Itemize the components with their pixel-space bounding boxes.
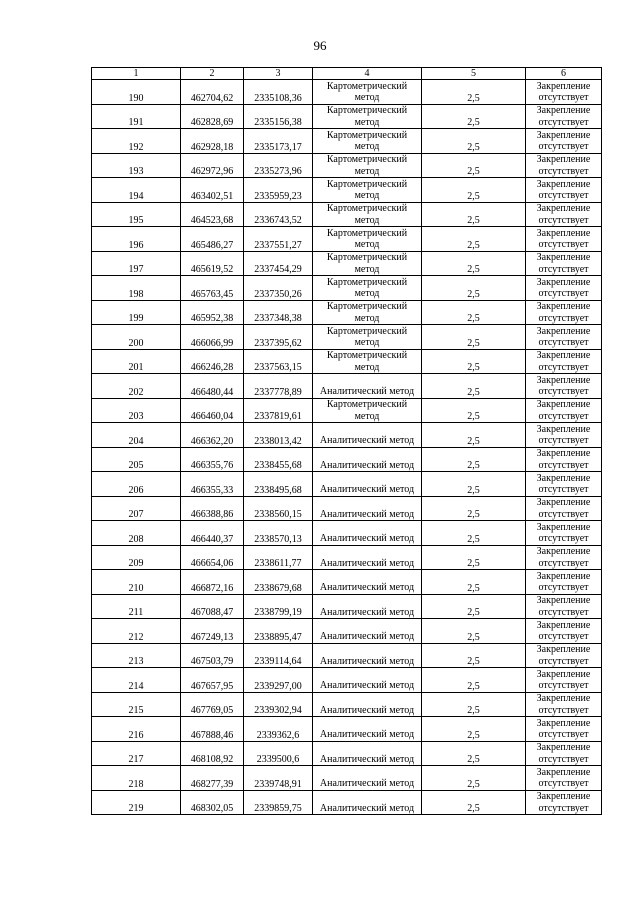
table-row bbox=[92, 766, 602, 791]
cell-fixation: Закрепление отсутствует bbox=[526, 325, 602, 350]
table-row bbox=[92, 594, 602, 619]
cell-x-coordinate: 466246,28 bbox=[181, 349, 244, 374]
table-row bbox=[92, 251, 602, 276]
cell-accuracy: 2,5 bbox=[422, 619, 526, 644]
cell-x-coordinate: 462828,69 bbox=[181, 104, 244, 129]
cell-fixation: Закрепление отсутствует bbox=[526, 104, 602, 129]
cell-x-coordinate: 466066,99 bbox=[181, 325, 244, 350]
cell-point-number: 214 bbox=[92, 668, 181, 693]
table-row bbox=[92, 325, 602, 350]
cell-x-coordinate: 462972,96 bbox=[181, 153, 244, 178]
cell-accuracy: 2,5 bbox=[422, 496, 526, 521]
cell-point-number: 217 bbox=[92, 741, 181, 766]
cell-accuracy: 2,5 bbox=[422, 692, 526, 717]
cell-fixation: Закрепление отсутствует bbox=[526, 496, 602, 521]
column-header: 4 bbox=[313, 68, 422, 80]
cell-method: Аналитический метод bbox=[313, 668, 422, 693]
cell-point-number: 191 bbox=[92, 104, 181, 129]
cell-y-coordinate: 2335273,96 bbox=[244, 153, 313, 178]
cell-point-number: 199 bbox=[92, 300, 181, 325]
cell-y-coordinate: 2338560,15 bbox=[244, 496, 313, 521]
cell-x-coordinate: 467503,79 bbox=[181, 643, 244, 668]
cell-x-coordinate: 465619,52 bbox=[181, 251, 244, 276]
cell-accuracy: 2,5 bbox=[422, 570, 526, 595]
cell-accuracy: 2,5 bbox=[422, 668, 526, 693]
cell-method: Аналитический метод bbox=[313, 619, 422, 644]
cell-y-coordinate: 2339297,00 bbox=[244, 668, 313, 693]
cell-y-coordinate: 2337563,15 bbox=[244, 349, 313, 374]
cell-method: Картометрический метод bbox=[313, 202, 422, 227]
cell-point-number: 204 bbox=[92, 423, 181, 448]
cell-x-coordinate: 466440,37 bbox=[181, 521, 244, 546]
cell-x-coordinate: 468302,05 bbox=[181, 790, 244, 815]
cell-fixation: Закрепление отсутствует bbox=[526, 251, 602, 276]
cell-method: Картометрический метод bbox=[313, 276, 422, 301]
cell-accuracy: 2,5 bbox=[422, 717, 526, 742]
column-header: 3 bbox=[244, 68, 313, 80]
cell-x-coordinate: 468277,39 bbox=[181, 766, 244, 791]
cell-fixation: Закрепление отсутствует bbox=[526, 276, 602, 301]
cell-x-coordinate: 467769,05 bbox=[181, 692, 244, 717]
table-row bbox=[92, 104, 602, 129]
cell-method: Аналитический метод bbox=[313, 472, 422, 497]
cell-point-number: 208 bbox=[92, 521, 181, 546]
cell-x-coordinate: 466872,16 bbox=[181, 570, 244, 595]
cell-fixation: Закрепление отсутствует bbox=[526, 349, 602, 374]
table-row bbox=[92, 129, 602, 154]
cell-y-coordinate: 2337551,27 bbox=[244, 227, 313, 252]
cell-method: Картометрический метод bbox=[313, 153, 422, 178]
cell-accuracy: 2,5 bbox=[422, 643, 526, 668]
coordinates-table bbox=[91, 67, 602, 815]
cell-x-coordinate: 467888,46 bbox=[181, 717, 244, 742]
column-header: 1 bbox=[92, 68, 181, 80]
cell-fixation: Закрепление отсутствует bbox=[526, 570, 602, 595]
cell-accuracy: 2,5 bbox=[422, 202, 526, 227]
cell-y-coordinate: 2339500,6 bbox=[244, 741, 313, 766]
cell-point-number: 201 bbox=[92, 349, 181, 374]
cell-x-coordinate: 465952,38 bbox=[181, 300, 244, 325]
cell-accuracy: 2,5 bbox=[422, 741, 526, 766]
column-header: 5 bbox=[422, 68, 526, 80]
cell-method: Аналитический метод bbox=[313, 643, 422, 668]
table-row bbox=[92, 153, 602, 178]
table-row bbox=[92, 619, 602, 644]
cell-fixation: Закрепление отсутствует bbox=[526, 129, 602, 154]
table-row bbox=[92, 496, 602, 521]
cell-x-coordinate: 468108,92 bbox=[181, 741, 244, 766]
page-number: 96 bbox=[313, 38, 327, 53]
cell-point-number: 215 bbox=[92, 692, 181, 717]
table-row bbox=[92, 643, 602, 668]
cell-accuracy: 2,5 bbox=[422, 545, 526, 570]
cell-fixation: Закрепление отсутствует bbox=[526, 178, 602, 203]
cell-y-coordinate: 2336743,52 bbox=[244, 202, 313, 227]
table-row bbox=[92, 741, 602, 766]
cell-fixation: Закрепление отсутствует bbox=[526, 692, 602, 717]
cell-point-number: 196 bbox=[92, 227, 181, 252]
cell-method: Картометрический метод bbox=[313, 227, 422, 252]
cell-fixation: Закрепление отсутствует bbox=[526, 717, 602, 742]
cell-x-coordinate: 466362,20 bbox=[181, 423, 244, 448]
cell-accuracy: 2,5 bbox=[422, 447, 526, 472]
cell-point-number: 206 bbox=[92, 472, 181, 497]
cell-x-coordinate: 466654,06 bbox=[181, 545, 244, 570]
cell-method: Аналитический метод bbox=[313, 374, 422, 399]
cell-y-coordinate: 2338570,13 bbox=[244, 521, 313, 546]
cell-method: Аналитический метод bbox=[313, 692, 422, 717]
cell-point-number: 192 bbox=[92, 129, 181, 154]
cell-accuracy: 2,5 bbox=[422, 227, 526, 252]
table-row bbox=[92, 692, 602, 717]
column-header: 2 bbox=[181, 68, 244, 80]
cell-point-number: 198 bbox=[92, 276, 181, 301]
cell-point-number: 212 bbox=[92, 619, 181, 644]
table-row bbox=[92, 447, 602, 472]
cell-x-coordinate: 467088,47 bbox=[181, 594, 244, 619]
cell-point-number: 194 bbox=[92, 178, 181, 203]
table-header-row bbox=[92, 68, 602, 80]
cell-accuracy: 2,5 bbox=[422, 594, 526, 619]
cell-method: Аналитический метод bbox=[313, 545, 422, 570]
cell-method: Аналитический метод bbox=[313, 717, 422, 742]
table-row bbox=[92, 349, 602, 374]
cell-x-coordinate: 467657,95 bbox=[181, 668, 244, 693]
cell-y-coordinate: 2338495,68 bbox=[244, 472, 313, 497]
cell-method: Картометрический метод bbox=[313, 325, 422, 350]
cell-method: Аналитический метод bbox=[313, 447, 422, 472]
cell-fixation: Закрепление отсутствует bbox=[526, 643, 602, 668]
cell-method: Аналитический метод bbox=[313, 570, 422, 595]
table-row bbox=[92, 570, 602, 595]
cell-fixation: Закрепление отсутствует bbox=[526, 423, 602, 448]
cell-method: Аналитический метод bbox=[313, 594, 422, 619]
cell-point-number: 213 bbox=[92, 643, 181, 668]
cell-fixation: Закрепление отсутствует bbox=[526, 447, 602, 472]
cell-point-number: 216 bbox=[92, 717, 181, 742]
cell-x-coordinate: 466460,04 bbox=[181, 398, 244, 423]
cell-point-number: 211 bbox=[92, 594, 181, 619]
cell-fixation: Закрепление отсутствует bbox=[526, 668, 602, 693]
cell-fixation: Закрепление отсутствует bbox=[526, 202, 602, 227]
cell-method: Аналитический метод bbox=[313, 790, 422, 815]
cell-method: Картометрический метод bbox=[313, 300, 422, 325]
cell-fixation: Закрепление отсутствует bbox=[526, 374, 602, 399]
table-row bbox=[92, 521, 602, 546]
cell-x-coordinate: 463402,51 bbox=[181, 178, 244, 203]
cell-point-number: 197 bbox=[92, 251, 181, 276]
cell-accuracy: 2,5 bbox=[422, 423, 526, 448]
cell-accuracy: 2,5 bbox=[422, 374, 526, 399]
cell-accuracy: 2,5 bbox=[422, 398, 526, 423]
cell-fixation: Закрепление отсутствует bbox=[526, 619, 602, 644]
cell-accuracy: 2,5 bbox=[422, 349, 526, 374]
cell-accuracy: 2,5 bbox=[422, 104, 526, 129]
cell-method: Аналитический метод bbox=[313, 521, 422, 546]
cell-y-coordinate: 2338611,77 bbox=[244, 545, 313, 570]
cell-accuracy: 2,5 bbox=[422, 80, 526, 105]
cell-x-coordinate: 466388,86 bbox=[181, 496, 244, 521]
cell-y-coordinate: 2338455,68 bbox=[244, 447, 313, 472]
cell-x-coordinate: 465486,27 bbox=[181, 227, 244, 252]
cell-method: Картометрический метод bbox=[313, 104, 422, 129]
cell-method: Картометрический метод bbox=[313, 251, 422, 276]
table-row bbox=[92, 374, 602, 399]
cell-fixation: Закрепление отсутствует bbox=[526, 472, 602, 497]
table-row bbox=[92, 472, 602, 497]
cell-point-number: 207 bbox=[92, 496, 181, 521]
cell-y-coordinate: 2339362,6 bbox=[244, 717, 313, 742]
cell-accuracy: 2,5 bbox=[422, 251, 526, 276]
table-row bbox=[92, 668, 602, 693]
cell-point-number: 195 bbox=[92, 202, 181, 227]
cell-method: Аналитический метод bbox=[313, 741, 422, 766]
cell-accuracy: 2,5 bbox=[422, 325, 526, 350]
cell-fixation: Закрепление отсутствует bbox=[526, 398, 602, 423]
table-row bbox=[92, 423, 602, 448]
cell-accuracy: 2,5 bbox=[422, 178, 526, 203]
cell-method: Аналитический метод bbox=[313, 766, 422, 791]
cell-x-coordinate: 467249,13 bbox=[181, 619, 244, 644]
cell-fixation: Закрепление отсутствует bbox=[526, 153, 602, 178]
cell-method: Картометрический метод bbox=[313, 129, 422, 154]
cell-method: Картометрический метод bbox=[313, 178, 422, 203]
table-row bbox=[92, 790, 602, 815]
cell-fixation: Закрепление отсутствует bbox=[526, 766, 602, 791]
cell-fixation: Закрепление отсутствует bbox=[526, 741, 602, 766]
cell-y-coordinate: 2338799,19 bbox=[244, 594, 313, 619]
cell-y-coordinate: 2338895,47 bbox=[244, 619, 313, 644]
table-row bbox=[92, 545, 602, 570]
cell-accuracy: 2,5 bbox=[422, 521, 526, 546]
cell-point-number: 200 bbox=[92, 325, 181, 350]
cell-accuracy: 2,5 bbox=[422, 790, 526, 815]
cell-fixation: Закрепление отсутствует bbox=[526, 521, 602, 546]
table-row bbox=[92, 178, 602, 203]
cell-y-coordinate: 2337778,89 bbox=[244, 374, 313, 399]
cell-point-number: 219 bbox=[92, 790, 181, 815]
cell-method: Аналитический метод bbox=[313, 423, 422, 448]
table-body bbox=[92, 80, 602, 815]
cell-fixation: Закрепление отсутствует bbox=[526, 545, 602, 570]
cell-x-coordinate: 466355,33 bbox=[181, 472, 244, 497]
cell-fixation: Закрепление отсутствует bbox=[526, 594, 602, 619]
cell-point-number: 205 bbox=[92, 447, 181, 472]
cell-accuracy: 2,5 bbox=[422, 153, 526, 178]
cell-accuracy: 2,5 bbox=[422, 300, 526, 325]
cell-x-coordinate: 462928,18 bbox=[181, 129, 244, 154]
cell-method: Картометрический метод bbox=[313, 398, 422, 423]
cell-y-coordinate: 2335173,17 bbox=[244, 129, 313, 154]
table-row bbox=[92, 717, 602, 742]
cell-accuracy: 2,5 bbox=[422, 276, 526, 301]
cell-y-coordinate: 2338679,68 bbox=[244, 570, 313, 595]
cell-point-number: 202 bbox=[92, 374, 181, 399]
cell-point-number: 210 bbox=[92, 570, 181, 595]
cell-fixation: Закрепление отсутствует bbox=[526, 227, 602, 252]
column-header: 6 bbox=[526, 68, 602, 80]
cell-x-coordinate: 466355,76 bbox=[181, 447, 244, 472]
cell-fixation: Закрепление отсутствует bbox=[526, 300, 602, 325]
cell-accuracy: 2,5 bbox=[422, 766, 526, 791]
cell-y-coordinate: 2335959,23 bbox=[244, 178, 313, 203]
cell-accuracy: 2,5 bbox=[422, 472, 526, 497]
cell-y-coordinate: 2337395,62 bbox=[244, 325, 313, 350]
table-row bbox=[92, 227, 602, 252]
cell-method: Картометрический метод bbox=[313, 80, 422, 105]
cell-x-coordinate: 465763,45 bbox=[181, 276, 244, 301]
cell-y-coordinate: 2337454,29 bbox=[244, 251, 313, 276]
cell-point-number: 190 bbox=[92, 80, 181, 105]
cell-x-coordinate: 466480,44 bbox=[181, 374, 244, 399]
cell-y-coordinate: 2338013,42 bbox=[244, 423, 313, 448]
cell-y-coordinate: 2337348,38 bbox=[244, 300, 313, 325]
cell-y-coordinate: 2335156,38 bbox=[244, 104, 313, 129]
cell-y-coordinate: 2339748,91 bbox=[244, 766, 313, 791]
cell-x-coordinate: 464523,68 bbox=[181, 202, 244, 227]
cell-y-coordinate: 2337819,61 bbox=[244, 398, 313, 423]
cell-point-number: 193 bbox=[92, 153, 181, 178]
cell-method: Аналитический метод bbox=[313, 496, 422, 521]
cell-fixation: Закрепление отсутствует bbox=[526, 790, 602, 815]
table-row bbox=[92, 80, 602, 105]
cell-point-number: 218 bbox=[92, 766, 181, 791]
cell-point-number: 209 bbox=[92, 545, 181, 570]
cell-x-coordinate: 462704,62 bbox=[181, 80, 244, 105]
cell-point-number: 203 bbox=[92, 398, 181, 423]
cell-y-coordinate: 2335108,36 bbox=[244, 80, 313, 105]
table-row bbox=[92, 398, 602, 423]
cell-y-coordinate: 2339302,94 bbox=[244, 692, 313, 717]
table-row bbox=[92, 300, 602, 325]
cell-y-coordinate: 2337350,26 bbox=[244, 276, 313, 301]
table-row bbox=[92, 276, 602, 301]
table-row bbox=[92, 202, 602, 227]
cell-y-coordinate: 2339859,75 bbox=[244, 790, 313, 815]
cell-accuracy: 2,5 bbox=[422, 129, 526, 154]
cell-fixation: Закрепление отсутствует bbox=[526, 80, 602, 105]
cell-y-coordinate: 2339114,64 bbox=[244, 643, 313, 668]
cell-method: Картометрический метод bbox=[313, 349, 422, 374]
